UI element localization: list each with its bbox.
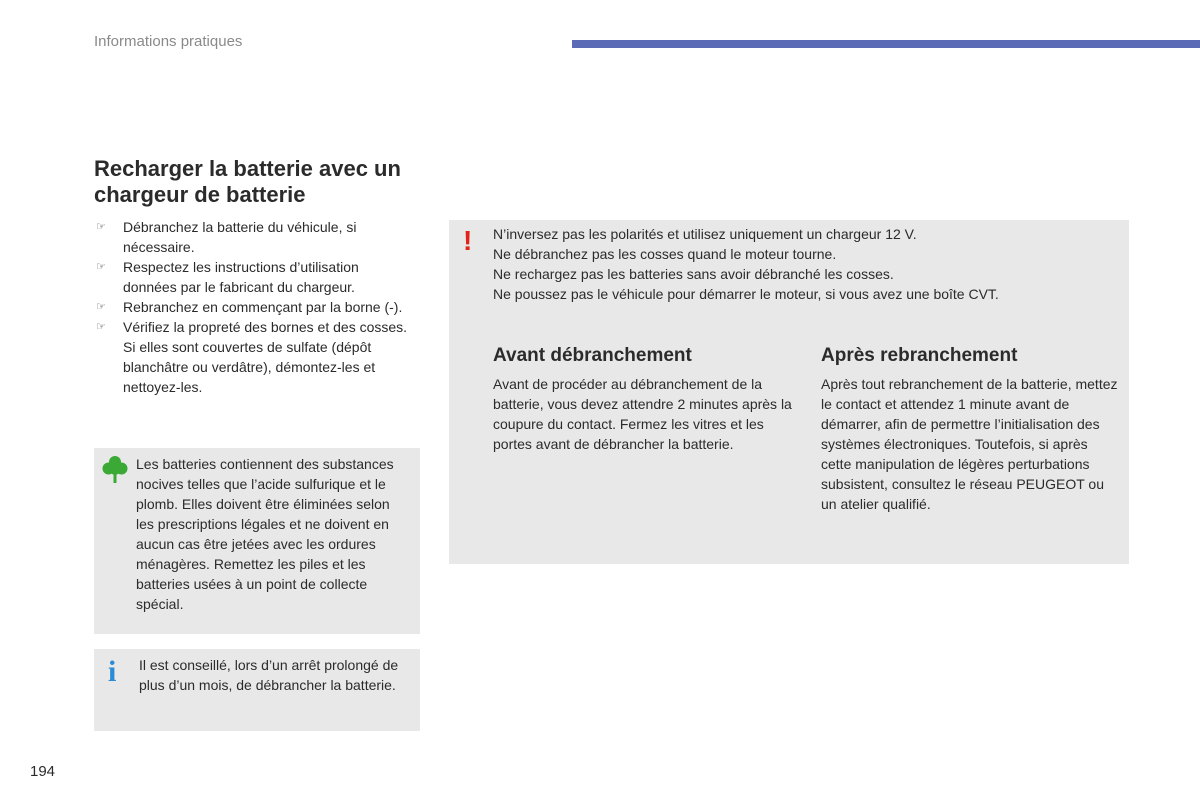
step-text: Respectez les instructions d’utilisation données par le fabricant du chargeur. xyxy=(123,259,359,295)
warning-line: Ne poussez pas le véhicule pour démarrer le moteur, si vous avez une boîte CVT. xyxy=(493,286,999,302)
warning-line: Ne débranchez pas les cosses quand le moteur tourne. xyxy=(493,246,837,262)
after-reconnect-section xyxy=(821,344,1121,514)
step-text: Débranchez la batterie du véhicule, si nécessaire. xyxy=(123,219,357,255)
info-note-box xyxy=(94,649,420,731)
before-disconnect-text: Avant de procéder au débranchement de la batterie, vous devez attendre 2 minutes après la coupure du contact. Fermez les vitres et les portes avant de débrancher la batterie. xyxy=(493,376,792,452)
info-icon: i xyxy=(108,655,117,688)
page-number: 194 xyxy=(30,763,56,780)
info-note-text: Il est conseillé, lors d’un arrêt prolongé de plus d’un mois, de débrancher la batterie. xyxy=(139,657,399,693)
section-label: Informations pratiques xyxy=(94,33,243,50)
warning-line: Ne rechargez pas les batteries sans avoir débranché les cosses. xyxy=(493,266,894,282)
list-item xyxy=(94,257,414,297)
environment-note-box xyxy=(94,448,420,634)
warning-box xyxy=(449,220,1129,564)
header-bar xyxy=(572,40,1200,48)
warning-line: N’inversez pas les polarités et utilisez uniquement un chargeur 12 V. xyxy=(493,226,917,242)
clover-icon xyxy=(102,455,128,485)
pointing-hand-icon: ☞ xyxy=(96,301,106,313)
pointing-hand-icon: ☞ xyxy=(96,221,106,233)
pointing-hand-icon: ☞ xyxy=(96,261,106,273)
list-item xyxy=(94,217,414,257)
step-text: Rebranchez en commençant par la borne (-). xyxy=(123,299,403,315)
before-disconnect-title: Avant débranchement xyxy=(493,345,692,366)
pointing-hand-icon: ☞ xyxy=(96,321,106,333)
step-text: Vérifiez la propreté des bornes et des cosses. Si elles sont couvertes de sulfate (dépôt blanchâtre ou verdâtre), démontez-les et nettoyez-les. xyxy=(123,319,408,395)
page-title: Recharger la batterie avec un chargeur de batterie xyxy=(94,156,401,207)
environment-note-text: Les batteries contiennent des substances nocives telles que l’acide sulfurique et le plomb. Elles doivent être éliminées selon les prescriptions légales et ne doivent en aucun cas être jetées avec les ordures ménagères. Remettez les piles et les batteries usées à un point de collecte spécial. xyxy=(136,456,394,612)
before-disconnect-section xyxy=(493,344,793,454)
steps-list xyxy=(94,217,414,397)
list-item xyxy=(94,297,414,317)
after-reconnect-title: Après rebranchement xyxy=(821,345,1018,366)
after-reconnect-text: Après tout rebranchement de la batterie, mettez le contact et attendez 1 minute avant de démarrer, afin de permettre l’initialisation des systèmes électroniques. Toutefois, si après cette manipulation de légères perturbations subsistent, consultez le réseau PEUGEOT ou un atelier qualifié. xyxy=(821,376,1118,512)
warning-icon: ! xyxy=(463,225,473,256)
list-item xyxy=(94,317,414,397)
warning-lines xyxy=(493,224,1113,304)
